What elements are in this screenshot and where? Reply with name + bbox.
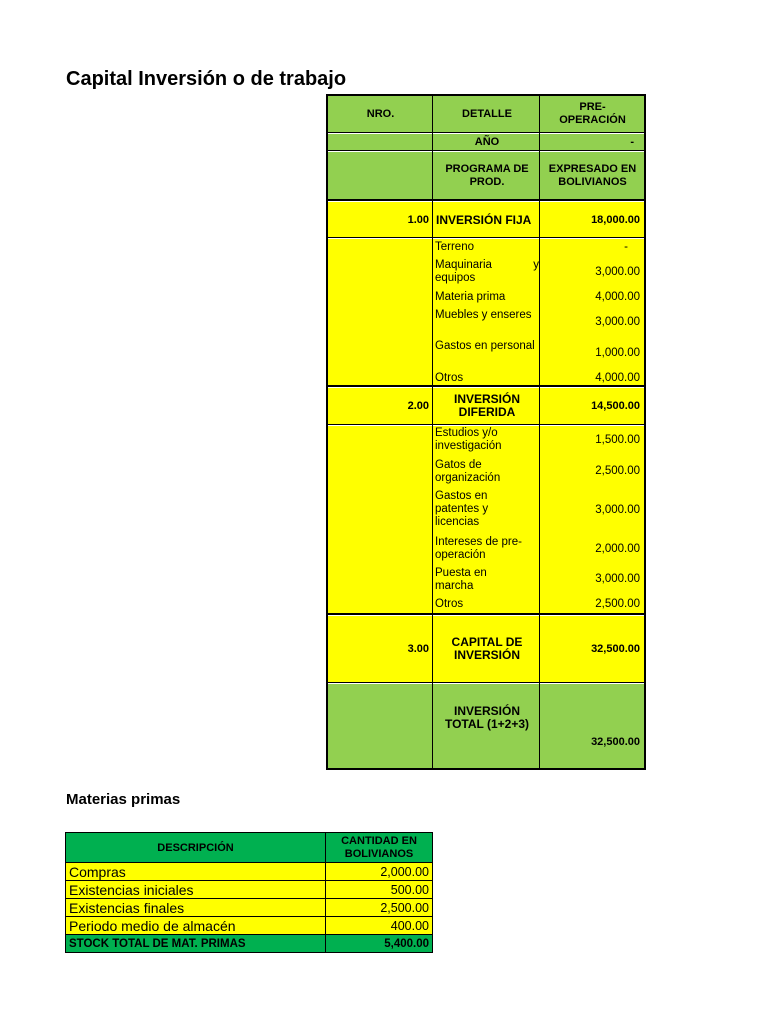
section-2-items	[328, 426, 644, 615]
item-value: -	[624, 241, 628, 253]
table-row	[66, 917, 433, 935]
header-descripcion: DESCRIPCIÓN	[66, 833, 326, 863]
item-value: 3,000.00	[595, 504, 640, 516]
inversion-total-name: INVERSIÓN TOTAL (1+2+3)	[444, 704, 530, 731]
row-value: 500.00	[326, 881, 433, 899]
item-name: Terreno	[435, 241, 474, 253]
column-divider	[539, 96, 540, 768]
investment-table	[326, 94, 646, 770]
row-value: 400.00	[326, 917, 433, 935]
header-detalle: DETALLE	[462, 108, 512, 120]
item-value: 2,500.00	[595, 598, 640, 610]
section-1-total: 18,000.00	[591, 213, 640, 226]
row-desc: Compras	[66, 863, 326, 881]
item-value: 4,000.00	[595, 372, 640, 384]
section-1-total-row	[328, 202, 644, 238]
programa-label: PROGRAMA DE PROD.	[445, 162, 529, 188]
item-name: Intereses de pre-operación	[435, 536, 522, 561]
item-value: 1,000.00	[595, 347, 640, 359]
inversion-total-value: 32,500.00	[591, 736, 640, 748]
row-value: 2,500.00	[326, 899, 433, 917]
item-name: Gatos de organización	[435, 459, 501, 484]
section-1-name: INVERSIÓN FIJA	[436, 212, 532, 227]
row-value: 2,000.00	[326, 863, 433, 881]
anio-value: -	[630, 136, 634, 148]
header-nro: NRO.	[366, 108, 395, 120]
item-name: Estudios y/o investigación	[435, 427, 502, 452]
item-name: Materia prima	[435, 291, 506, 303]
item-value: 3,000.00	[595, 266, 640, 278]
materias-table	[65, 832, 433, 953]
item-name: Maquinaria y equipos	[435, 259, 539, 284]
header-cantidad: CANTIDAD EN BOLIVIANOS	[326, 833, 433, 863]
materias-title: Materias primas	[66, 791, 181, 808]
section-2-total-row	[328, 388, 644, 425]
capital-name: CAPITAL DE INVERSIÓN	[451, 635, 523, 662]
item-name: Otros	[435, 598, 464, 610]
section-2-name: INVERSIÓN DIFERIDA	[453, 392, 520, 419]
anio-row	[328, 134, 644, 151]
section-2-total: 14,500.00	[591, 400, 640, 412]
item-value: 2,500.00	[595, 465, 640, 477]
inversion-total-row	[328, 684, 644, 768]
table-row	[66, 863, 433, 881]
table-header-row	[328, 96, 644, 133]
item-value: 3,000.00	[595, 316, 640, 328]
section-2-nro: 2.00	[407, 400, 429, 412]
row-desc: Existencias finales	[66, 899, 326, 917]
item-name: Muebles y enseres	[435, 309, 532, 321]
section-1-nro: 1.00	[407, 213, 429, 226]
materias-header-row	[66, 833, 433, 863]
item-name: Gastos en patentes y licencias	[435, 490, 489, 528]
capital-row	[328, 616, 644, 683]
item-name: Gastos en personal	[435, 340, 535, 352]
item-name: Otros	[435, 372, 464, 384]
header-pre-operacion: PRE- OPERACIÓN	[559, 101, 626, 126]
table-row	[66, 899, 433, 917]
item-value: 3,000.00	[595, 573, 640, 585]
row-desc: Periodo medio de almacén	[66, 917, 326, 935]
item-value: 2,000.00	[595, 543, 640, 555]
total-row	[66, 935, 433, 953]
item-name: Puesta en marcha	[435, 567, 487, 592]
programa-row	[328, 152, 644, 201]
anio-label: AÑO	[474, 136, 500, 148]
column-divider	[432, 96, 433, 768]
row-desc: Existencias iniciales	[66, 881, 326, 899]
total-desc: STOCK TOTAL DE MAT. PRIMAS	[66, 935, 326, 953]
page-title: Capital Inversión o de trabajo	[66, 68, 347, 90]
capital-total: 32,500.00	[591, 643, 640, 655]
total-value: 5,400.00	[326, 935, 433, 953]
table-row	[66, 881, 433, 899]
item-value: 1,500.00	[595, 434, 640, 446]
expresado-label: EXPRESADO EN BOLIVIANOS	[548, 162, 637, 188]
item-value: 4,000.00	[595, 291, 640, 303]
capital-nro: 3.00	[407, 643, 429, 655]
section-1-items	[328, 239, 644, 387]
